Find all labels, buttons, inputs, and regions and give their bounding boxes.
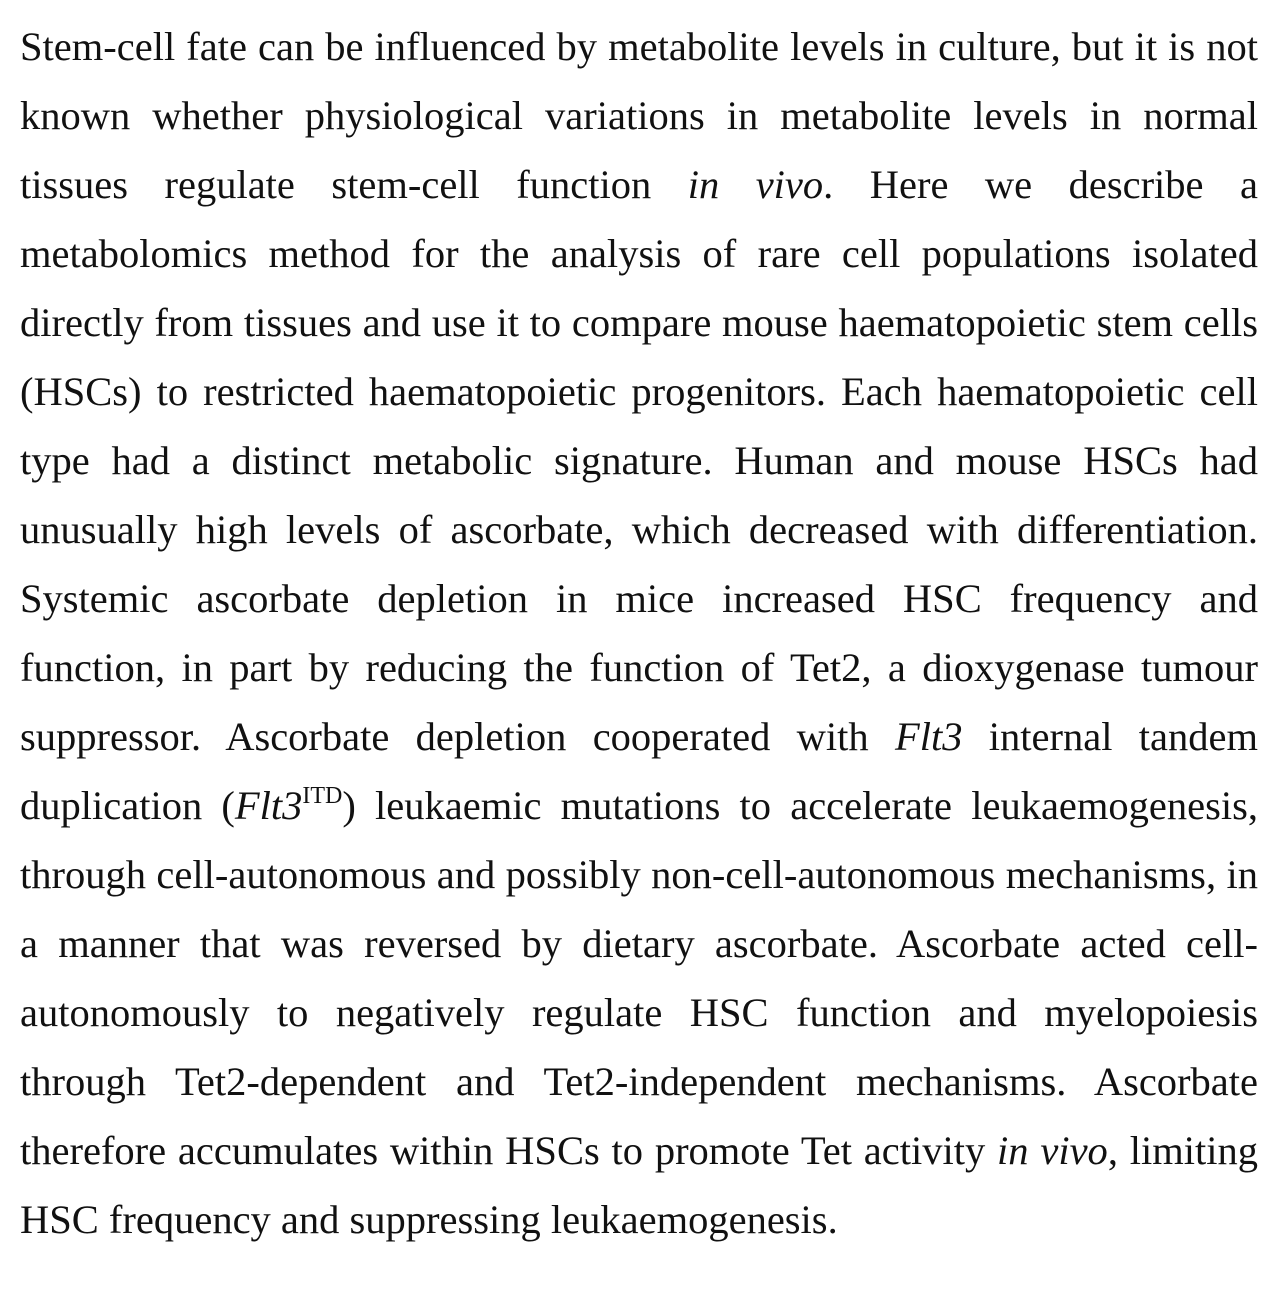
abstract-italic-in-vivo-1: in vivo xyxy=(687,162,824,207)
gene-name-flt3-itd: Flt3 xyxy=(234,783,303,828)
abstract-text-1: Stem-cell fate can be influenced by metabolite levels in culture, but it is not known whether physiological variations in metabolite levels in normal tissues regulate stem-cell function xyxy=(20,24,1258,207)
superscript-itd: ITD xyxy=(302,783,343,809)
gene-name-flt3: Flt3 xyxy=(894,714,963,759)
abstract-italic-in-vivo-2: in vivo xyxy=(997,1128,1108,1173)
abstract-text-5: , limiting HSC frequency and suppressing leukaemogenesis. xyxy=(20,1128,1258,1242)
abstract-text-2: . Here we describe a metabolomics method for the analysis of rare cell populations isolated directly from tissues and use it to compare mouse haematopoietic stem cells (HSCs) to restricted haematopoietic progenitors. Each haematopoietic cell type had a distinct metabolic signature. Human and mouse HSCs had unusually high levels of ascorbate, which decreased with differentiation. Systemic ascorbate depletion in mice increased HSC frequency and function, in part by reducing the function of Tet2, a dioxygenase tumour suppressor. Ascorbate depletion cooperated with xyxy=(20,162,1258,759)
abstract-text-4: ) leukaemic mutations to accelerate leukaemogenesis, through cell-autonomous and possibly non-cell-autonomous mechanisms, in a manner that was reversed by dietary ascorbate. Ascorbate acted cell-autonomously to negatively regulate HSC function and myelopoiesis through Tet2-dependent and Tet2-independent mechanisms. Ascorbate therefore accumulates within HSCs to promote Tet activity xyxy=(20,783,1258,1173)
abstract-text-3: internal tandem duplication ( xyxy=(20,714,1258,828)
